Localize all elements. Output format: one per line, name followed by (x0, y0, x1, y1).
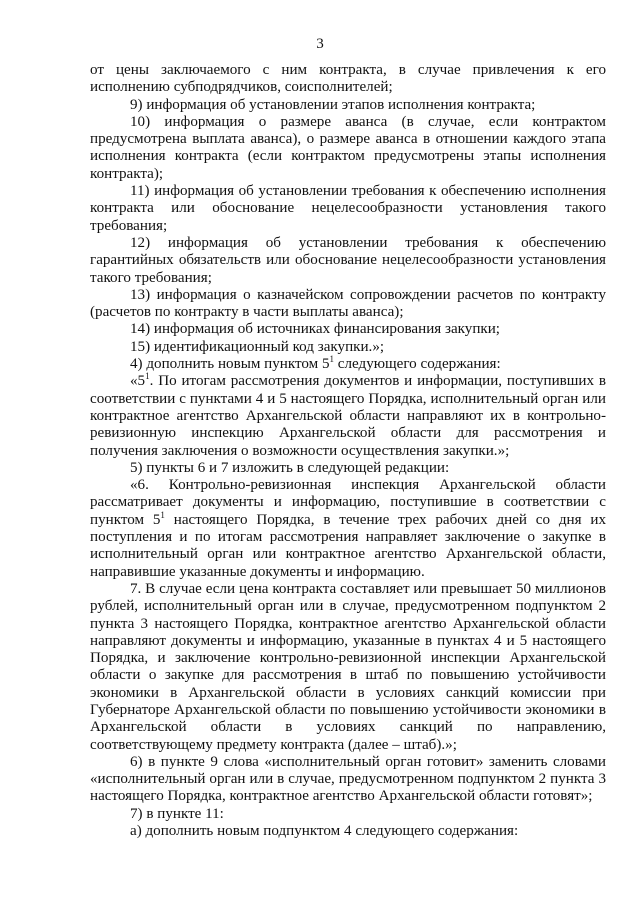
superscript: 1 (329, 354, 335, 365)
paragraph: 12) информация об установлении требования к обеспечению гарантийных обязательств или обоснование нецелесообразности установления такого требования; (90, 234, 606, 286)
paragraph: 7) в пункте 11: (130, 805, 224, 822)
paragraph: 6) в пункте 9 слова «исполнительный орган готовит» заменить словами «исполнительный орган или в случае, предусмотренном подпунктом 2 пункта 3 настоящего Порядка, контрактное агентство Архангельской области готовят»; (90, 753, 606, 805)
paragraph: 9) информация об установлении этапов исполнения контракта; (130, 96, 536, 113)
paragraph: 15) идентификационный код закупки.»; (130, 338, 385, 355)
superscript: 1 (145, 371, 150, 382)
paragraph: 10) информация о размере аванса (в случае, если контрактом предусмотрена выплата аванса), о размере аванса в отношении каждого этапа исполнения контракта (если контрактом предусмотрены этапы исполнения контракта); (90, 113, 606, 182)
paragraph: 14) информация об источниках финансирования закупки; (130, 321, 501, 338)
paragraph: 11) информация об установлении требования к обеспечению исполнения контракта или обоснование нецелесообразности установления такого требования; (90, 183, 606, 234)
paragraph: 13) информация о казначейском сопровождении расчетов по контракту (расчетов по контракту в части выплаты аванса); (90, 286, 606, 321)
paragraph: «$5^1$. По итогам рассмотрения документов и информации, поступивших в соответствии с пунктами 4 и 5 настоящего Порядка, исполнительный орган или контрактное агентство Архангельской области направляют их в контрольно-ревизионную инспекцию Архангельской области для рассмотрения и получения заключения о возможности осуществления закупки.»; (90, 371, 606, 459)
paragraph: 5) пункты 6 и 7 изложить в следующей редакции: (130, 459, 450, 476)
page-number: 3 (316, 36, 324, 52)
paragraph: «6. Контрольно-ревизионная инспекция Архангельской области рассматривает документы и информацию, поступившие в соответствии с пунктом $5^1$ настоящего Порядка, в течение трех рабочих дней со дня их поступления и по итогам рассмотрения направляет заключение о закупке в исполнительный орган или контрактное агентство Архангельской области, направившие указанные документы и информацию. (90, 477, 607, 580)
paragraph: 4) дополнить новым пунктом $5^1$ следующего содержания: (130, 354, 501, 373)
paragraph: 7. В случае если цена контракта составляет или превышает 50 миллионов рублей, исполнительный орган или в случае, предусмотренном подпунктом 2 пункта 3 настоящего Порядка, контрактное агентство Архангельской области направляют документы и информацию, указанные в пунктах 4 и 5 настоящего Порядка, и заключение контрольно-ревизионной инспекции Архангельской области о закупке для рассмотрения в штаб по повышению устойчивости экономики в Архангельской области в условиях санкций комиссии при Губернаторе Архангельской области по повышению устойчивости экономики в Архангельской области в условиях санкций по направлению, соответствующему предмету контракта (далее – штаб).»; (90, 580, 606, 753)
document-body (90, 62, 606, 840)
superscript: 1 (160, 509, 165, 520)
paragraph: а) дополнить новым подпунктом 4 следующего содержания: (130, 823, 519, 840)
paragraph: от цены заключаемого с ним контракта, в случае привлечения к его исполнению субподрядчиков, соисполнителей; (90, 62, 606, 96)
